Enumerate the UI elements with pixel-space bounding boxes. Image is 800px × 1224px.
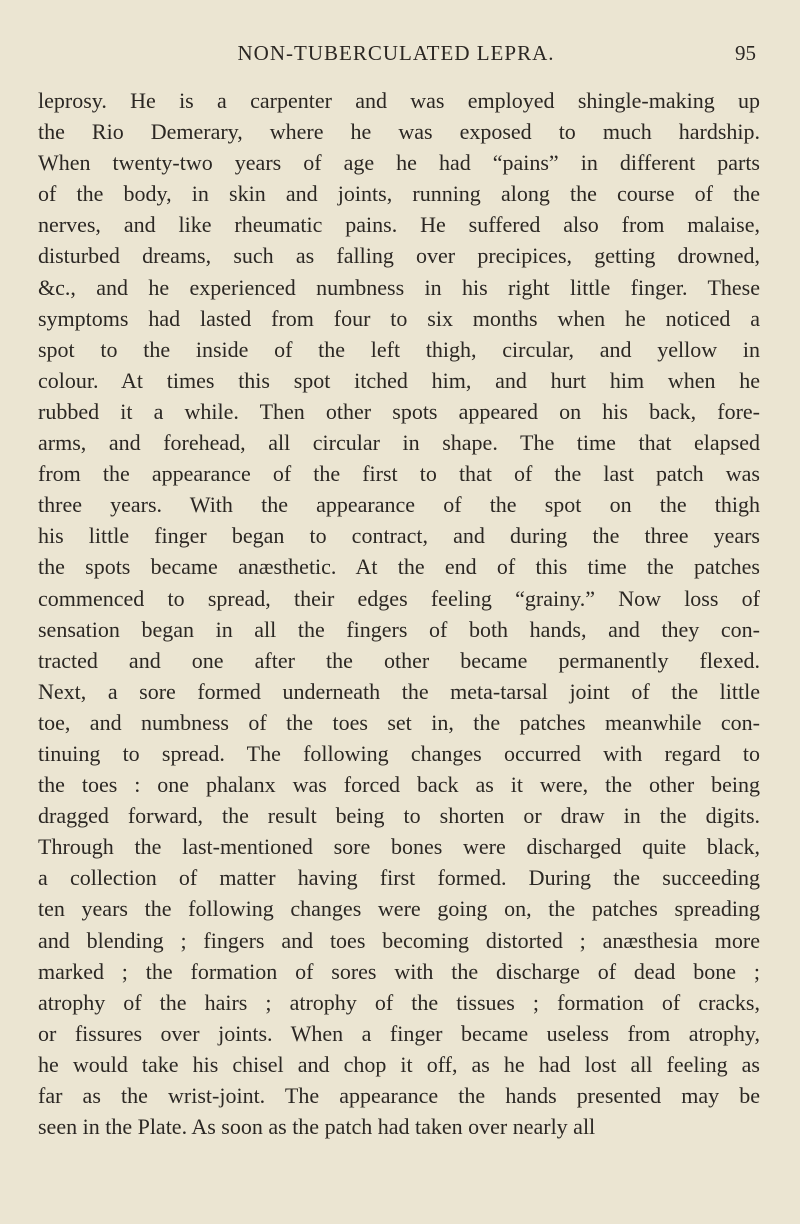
text-line: the spots became anæsthetic. At the end of this time the patches — [38, 554, 760, 580]
text-line: rubbed it a while. Then other spots appeared on his back, fore- — [38, 398, 760, 424]
text-line: his little finger began to contract, and during the three years — [38, 523, 760, 549]
running-title: NON-TUBERCULATED LEPRA. — [237, 41, 555, 65]
text-line: symptoms had lasted from four to six months when he noticed a — [38, 305, 760, 331]
text-line: seen in the Plate. As soon as the patch had taken over nearly all — [38, 1114, 596, 1140]
text-line: dragged forward, the result being to shorten or draw in the digits. — [38, 803, 760, 829]
text-line: toe, and numbness of the toes set in, the patches meanwhile con- — [38, 709, 760, 735]
page-number: 95 — [735, 41, 756, 65]
text-line: tracted and one after the other became permanently flexed. — [38, 647, 760, 673]
text-line: spot to the inside of the left thigh, circular, and yellow in — [38, 336, 760, 362]
text-line: of the body, in skin and joints, running along the course of the — [38, 181, 760, 207]
text-line: a collection of matter having first formed. During the succeeding — [38, 865, 760, 891]
text-line: disturbed dreams, such as falling over precipices, getting drowned, — [38, 243, 760, 269]
text-line: he would take his chisel and chop it off, as he had lost all feeling as — [38, 1051, 760, 1077]
text-line: from the appearance of the first to that of the last patch was — [38, 461, 760, 487]
text-line: commenced to spread, their edges feeling “grainy.” Now loss of — [38, 585, 760, 611]
text-line: sensation began in all the fingers of both hands, and they con- — [38, 616, 760, 642]
text-line: Next, a sore formed underneath the meta-tarsal joint of the little — [38, 678, 760, 704]
text-line: &c., and he experienced numbness in his right little finger. These — [38, 274, 760, 300]
text-line: three years. With the appearance of the spot on the thigh — [38, 492, 760, 518]
text-line: When twenty-two years of age he had “pains” in different parts — [38, 150, 760, 176]
text-line: far as the wrist-joint. The appearance the hands presented may be — [38, 1083, 760, 1108]
body-text — [38, 85, 760, 1142]
text-line: or fissures over joints. When a finger became useless from atrophy, — [38, 1020, 760, 1046]
text-line: colour. At times this spot itched him, and hurt him when he — [38, 367, 760, 393]
text-line: and blending ; fingers and toes becoming distorted ; anæsthesia more — [38, 927, 760, 953]
text-line: atrophy of the hairs ; atrophy of the tissues ; formation of cracks, — [38, 989, 760, 1015]
text-line: nerves, and like rheumatic pains. He suffered also from malaise, — [38, 212, 760, 238]
text-line: leprosy. He is a carpenter and was employed shingle-making up — [38, 88, 760, 113]
text-line: Through the last-mentioned sore bones were discharged quite black, — [38, 834, 760, 860]
text-line: ten years the following changes were going on, the patches spreading — [38, 896, 760, 922]
text-line: marked ; the formation of sores with the discharge of dead bone ; — [38, 958, 760, 984]
running-head — [36, 38, 756, 68]
text-line: the Rio Demerary, where he was exposed to much hardship. — [38, 119, 760, 145]
text-line: arms, and forehead, all circular in shape. The time that elapsed — [38, 430, 760, 456]
text-line: the toes : one phalanx was forced back as it were, the other being — [38, 772, 760, 798]
text-line: tinuing to spread. The following changes occurred with regard to — [38, 740, 760, 766]
